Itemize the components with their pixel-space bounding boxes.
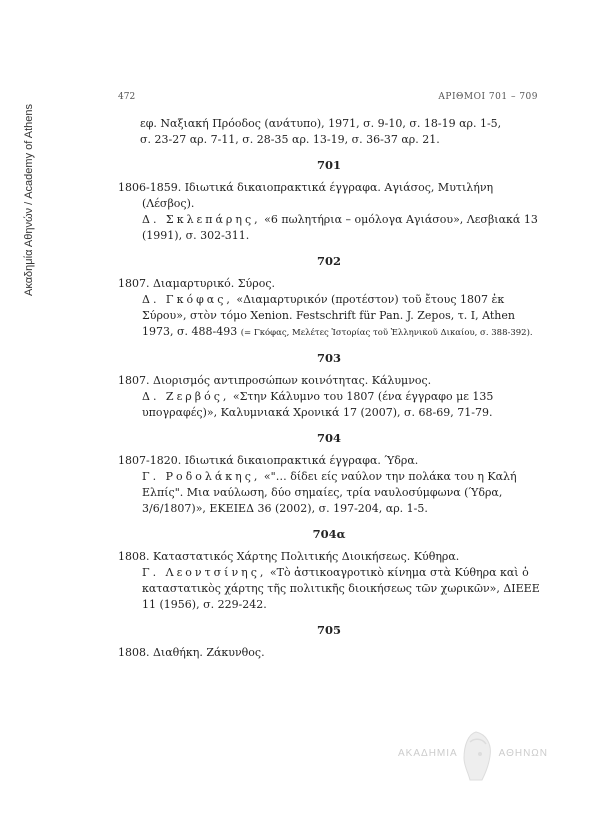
entry-head: 1808. Καταστατικός Χάρτης Πολιτικής Διοικήσεως. Κύθηρα. — [118, 550, 460, 563]
entry-reference: «Διαμαρτυρικόν (προτέστον) τοῦ ἔτους 1807 ἐκ Σύρου», στὸν τόμο Xenion. Festschrift für Pan. J. Zepos, τ. I, Athen 1973, σ. 488-493 — [142, 293, 515, 338]
entry-body — [118, 469, 540, 517]
entry — [118, 453, 540, 517]
entry-reference: «6 πωλητήρια – ομόλογα Αγιάσου», Λεσβιακά 13 (1991), σ. 302-311. — [142, 213, 538, 242]
running-title: ΑΡΙΘΜΟΙ 701 – 709 — [438, 92, 538, 102]
entry-author: Γ. Ροδολάκης, — [142, 470, 261, 483]
entry-reference: «Τὸ ἀστικοαγροτικὸ κίνημα στὰ Κύθηρα καὶ ὁ καταστατικὸς χάρτης τῆς πολιτικῆς διοικήσεως τῶν χωρικῶν», ΔΙΕΕΕ 11 (1956), σ. 229-242. — [142, 566, 540, 611]
entry-body — [118, 212, 540, 244]
page-content — [118, 116, 540, 661]
entry-body — [118, 565, 540, 613]
side-label — [22, 40, 36, 360]
entry-head: 1807. Διαμαρτυρικό. Σύρος. — [118, 277, 275, 290]
entry — [118, 180, 540, 244]
entry-number: 701 — [316, 158, 341, 172]
entry-head: 1807. Διορισμός αντιπροσώπων κοινότητας. Κάλυμνος. — [118, 374, 432, 387]
side-label-text: Ακαδημία Αθηνών / Academy of Athens — [23, 103, 35, 297]
entry-body — [118, 292, 540, 341]
continuation-line: εφ. Ναξιακή Πρόοδος (ανάτυπο), 1971, σ. 9-10, σ. 18-19 αρ. 1-5, — [140, 117, 502, 130]
entry-number: 703 — [316, 351, 341, 365]
entry-reference: «Στην Κάλυμνο του 1807 (ένα έγγραφο με 135 υπογραφές)», Καλυμνιακά Χρονικά 17 (2007), σ. 68-69, 71-79. — [142, 390, 494, 419]
watermark-left: ΑΚΑΔΗΜΙΑ — [398, 748, 458, 759]
page-header — [118, 92, 538, 106]
entry — [118, 276, 540, 341]
entry-author: Δ. Ζερβός, — [142, 390, 230, 403]
continuation-line: σ. 23-27 αρ. 7-11, σ. 28-35 αρ. 13-19, σ. 36-37 αρ. 21. — [140, 133, 440, 146]
watermark-right: ΑΘΗΝΩΝ — [498, 748, 548, 759]
page-number: 472 — [118, 92, 136, 102]
entry-number: 704α — [312, 527, 346, 541]
entry-reference: «"… δίδει είς ναύλον την πολάκα του η Καλή Ελπίς". Μια ναύλωση, δύο σημαίες, τρία ναυλοσύμφωνα (Ύδρα, 3/6/1807)», ΕΚΕΙΕΔ 36 (2002), σ. 197-204, αρ. 1-5. — [142, 470, 517, 515]
entry-number: 702 — [316, 254, 341, 268]
entry — [118, 645, 540, 661]
entry-author: Δ. Γκόφας, — [142, 293, 233, 306]
athena-head-icon — [456, 728, 496, 788]
watermark — [398, 728, 548, 798]
entry-head: 1807-1820. Ιδιωτικά δικαιοπρακτικά έγγραφα. Ύδρα. — [118, 454, 419, 467]
entry — [118, 373, 540, 421]
entry-note: (= Γκόφας, Μελέτες Ἱστορίας τοῦ Ἑλληνικοῦ Δικαίου, σ. 388-392). — [240, 328, 533, 338]
entry-author: Γ. Λεοντσίνης, — [142, 566, 267, 579]
entry-number: 705 — [316, 623, 341, 637]
entry-number: 704 — [316, 431, 341, 445]
entry-author: Δ. Σκλεπάρης, — [142, 213, 261, 226]
entry-head: 1806-1859. Ιδιωτικά δικαιοπρακτικά έγγραφα. Αγιάσος, Μυτιλήνη (Λέσβος). — [118, 181, 494, 210]
entry — [118, 549, 540, 613]
entry-body — [118, 389, 540, 421]
entry-head: 1808. Διαθήκη. Ζάκυνθος. — [118, 646, 265, 659]
continuation-text — [118, 116, 540, 148]
